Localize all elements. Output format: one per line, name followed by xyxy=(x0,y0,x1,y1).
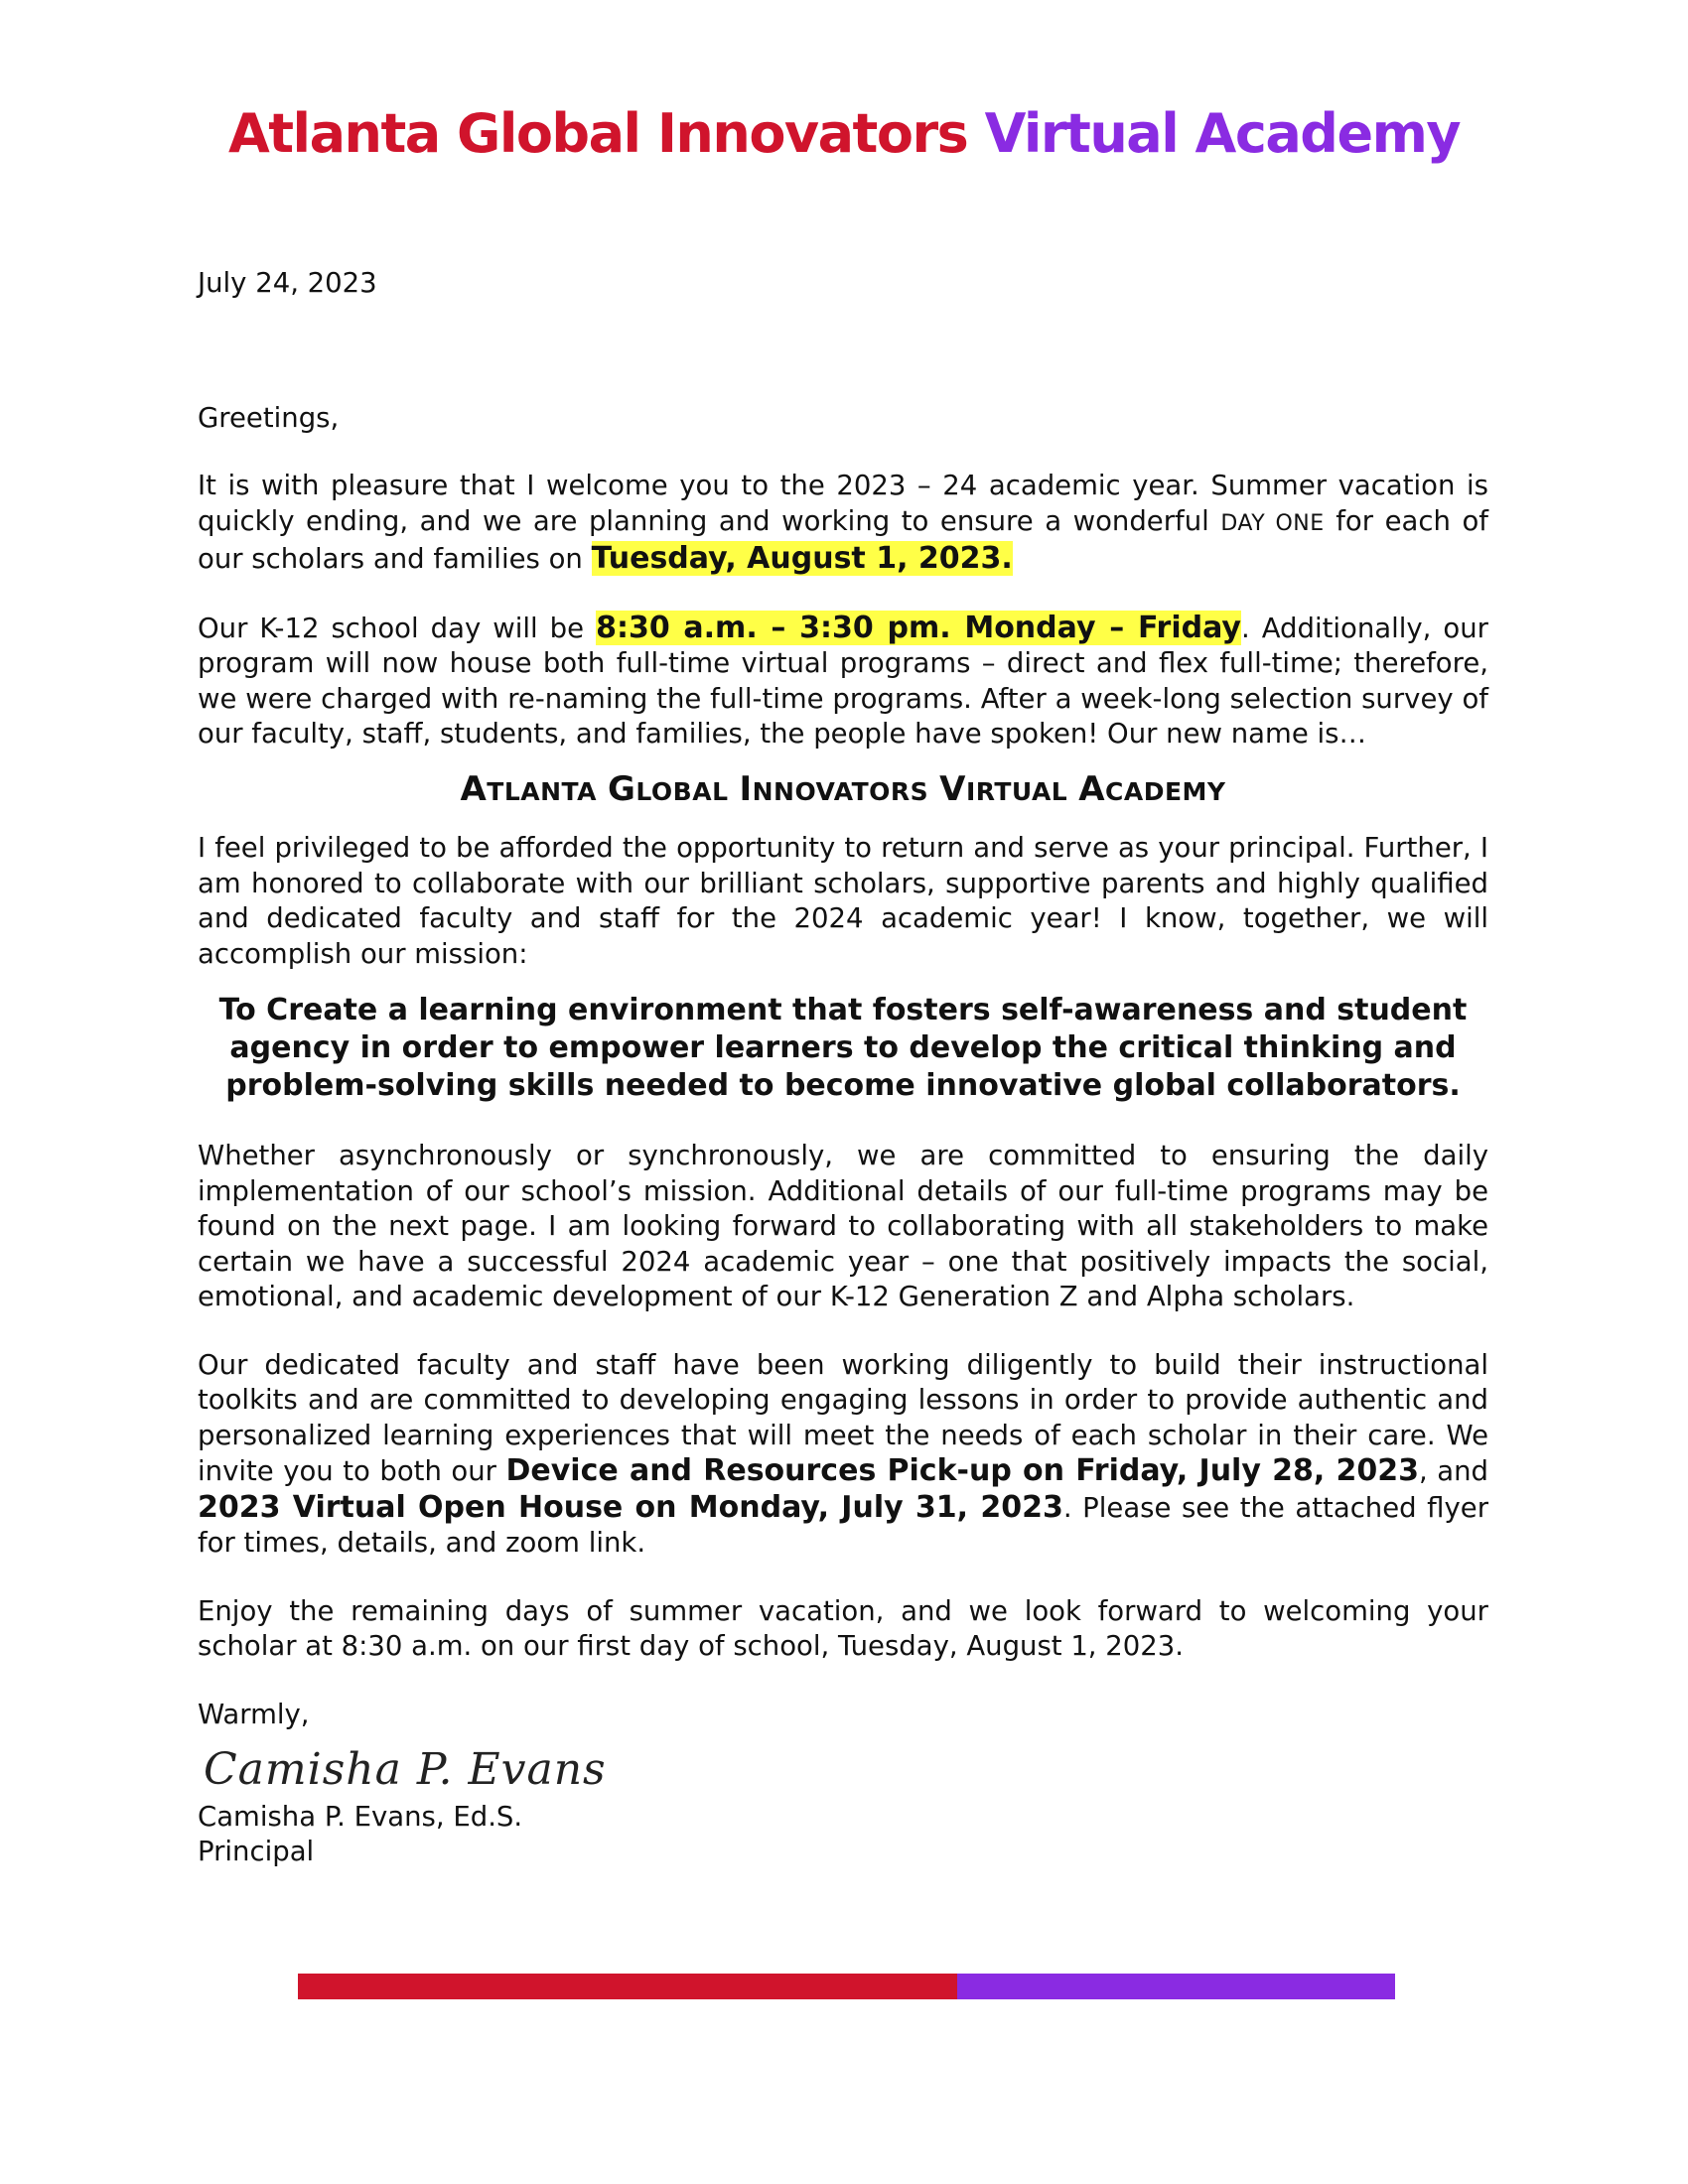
closing: Warmly, xyxy=(198,1698,310,1730)
events-text-c: . Please see the attached flyer for times, details, and zoom link. xyxy=(198,1491,1489,1559)
school-name-w2-initial: G xyxy=(607,768,636,809)
paragraph-welcome xyxy=(198,469,1488,578)
letter-date: July 24, 2023 xyxy=(198,267,377,299)
school-name-heading xyxy=(198,768,1488,810)
mission-statement: To Create a learning environment that fosters self-awareness and student agency in order to empower learners to develop the critical thinking and problem-solving skills needed to become innovative global collaborators. xyxy=(218,993,1468,1103)
greeting: Greetings, xyxy=(198,401,340,434)
events-text-a: Our dedicated faculty and staff have been working diligently to build their instructional toolkits and are committed to developing engaging lessons in order to provide authentic and personalized learning experiences that will meet the needs of each scholar in their care. We invite you to both our xyxy=(198,1348,1488,1487)
paragraph-events xyxy=(198,1348,1488,1562)
welcome-text-a: It is with pleasure that I welcome you to the 2023 – 24 academic year. Summer vacation is quickly ending, and we are planning and working to ensure a wonderful xyxy=(198,470,1488,537)
event-device-pickup: Device and Resources Pick-up on Friday, July 28, 2023 xyxy=(505,1453,1419,1488)
paragraph-schedule xyxy=(198,611,1488,752)
event-open-house: 2023 Virtual Open House on Monday, July 31, 2023 xyxy=(198,1489,1063,1525)
paragraph-enjoy: Enjoy the remaining days of summer vacation, and we look forward to welcoming your scholar at 8:30 a.m. on our first day of school, Tuesday, August 1, 2023. xyxy=(198,1594,1488,1662)
school-name-w2-rest: LOBAL xyxy=(635,776,729,806)
school-name-w4-initial: V xyxy=(939,768,966,809)
schedule-text-a: Our K-12 school day will be xyxy=(198,612,597,644)
signer-title: Principal xyxy=(198,1836,315,1867)
signer-name: Camisha P. Evans, Ed.S. xyxy=(198,1800,523,1833)
school-name-w1-rest: TLANTA xyxy=(487,776,597,806)
footer-bar-red xyxy=(298,1974,957,1999)
events-text-b: , and xyxy=(1418,1455,1488,1487)
first-day-highlight: Tuesday, August 1, 2023. xyxy=(591,541,1013,576)
letterhead xyxy=(0,99,1688,169)
school-name-w5-initial: A xyxy=(1078,768,1106,809)
school-name-w1-initial: A xyxy=(460,768,488,809)
signature-image: Camisha P. Evans xyxy=(204,1744,607,1795)
letter-body xyxy=(198,266,1488,1870)
footer-bar-purple xyxy=(957,1974,1395,1999)
paragraph-principal: I feel privileged to be afforded the opportunity to return and serve as your principal. Further, I am honored to collaborate with our brilliant scholars, supportive parents and highly qualified and dedicated faculty and staff for the 2024 academic year! I know, together, we will accomplish our mission: xyxy=(198,832,1488,970)
school-hours-highlight: 8:30 a.m. – 3:30 pm. Monday – Friday xyxy=(596,610,1241,645)
school-name-w3-rest: NNOVATORS xyxy=(752,776,929,806)
schedule-text-b: . Additionally, our program will now house both full-time virtual programs – direct and flex full-time; therefore, we were charged with re-naming the full-time programs. After a week-long selection survey of our faculty, staff, students, and families, the people have spoken! Our new name is… xyxy=(198,612,1488,750)
paragraph-commitment: Whether asynchronously or synchronously, we are committed to ensuring the daily implementation of our school’s mission. Additional details of our full-time programs may be found on the next page. I am looking forward to collaborating with all stakeholders to make certain we have a successful 2024 academic year – one that positively impacts the social, emotional, and academic development of our K-12 Generation Z and Alpha scholars. xyxy=(198,1140,1488,1312)
school-name-w4-rest: IRTUAL xyxy=(965,776,1068,806)
school-name-w5-rest: CADEMY xyxy=(1105,776,1226,806)
day-one-text: DAY ONE xyxy=(1220,510,1325,536)
letterhead-part2: Virtual Academy xyxy=(984,102,1461,165)
school-name-w3-initial: I xyxy=(739,768,753,809)
letterhead-part1: Atlanta Global Innovators xyxy=(227,102,968,165)
welcome-text-b: for each of our scholars and families on xyxy=(198,504,1488,575)
